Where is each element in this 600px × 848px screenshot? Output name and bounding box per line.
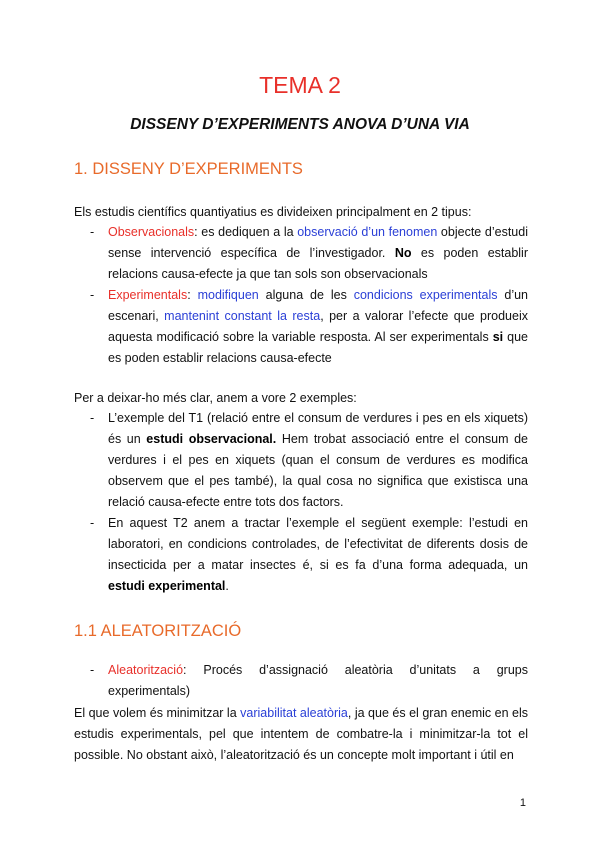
highlight-text: condicions experimentals	[353, 288, 498, 302]
text-run: alguna de les	[258, 288, 354, 302]
text-run: :	[187, 288, 198, 302]
bold-text: si	[492, 330, 504, 344]
highlight-text: modifiquen	[197, 288, 259, 302]
section-heading-disseny: 1. DISSENY D’EXPERIMENTS	[74, 160, 303, 178]
aleatoritzacio-paragraph	[74, 703, 528, 766]
examples-list	[74, 408, 528, 597]
highlight-text: mantenint constant la resta	[164, 309, 321, 323]
term-aleatoritzacio: Aleatorització	[108, 663, 184, 677]
dash-bullet: -	[90, 516, 95, 530]
bold-text: estudi experimental	[108, 579, 226, 593]
text-run: Hem trobat associació entre el consum de verdures i el pes en xiquets (quan el consum de verdures es modifica observem que el pes també), la qual cosa no significa que existisca una relació causa-efecte entre tots dos factors.	[108, 432, 529, 509]
text-run: objecte d’estudi sense intervenció específica de l’investigador.	[108, 225, 528, 260]
bold-text: No	[394, 246, 412, 260]
text-run: , ja que és el gran enemic en els estudis experimentals, pel que intentem de combatre-la i minimitzar-la tot el possible. No obstant això, l’aleatorització és un concepte molt important i útil en	[74, 706, 529, 762]
list-item-observacionals	[74, 222, 528, 285]
page-number: 1	[519, 797, 526, 809]
aleatoritzacio-list	[74, 660, 528, 702]
dash-bullet: -	[90, 411, 95, 425]
text-run: que es poden establir relacions causa-efecte	[108, 330, 528, 365]
list-item-aleatoritzacio	[74, 660, 528, 702]
highlight-text: variabilitat aleatòria	[240, 706, 348, 720]
page-title: TEMA 2	[259, 72, 341, 98]
text-run: d’un escenari,	[108, 288, 529, 323]
text-run: .	[225, 579, 229, 593]
list-item-example-t1	[74, 408, 528, 513]
page-subtitle: DISSENY D’EXPERIMENTS ANOVA D’UNA VIA	[130, 116, 470, 133]
highlight-text: observació d’un fenomen	[297, 225, 438, 239]
dash-bullet: -	[90, 225, 95, 239]
text-run: es poden establir relacions causa-efecte ja que tan sols son observacionals	[108, 246, 528, 281]
section-heading-aleatoritzacio: 1.1 ALEATORITZACIÓ	[74, 622, 242, 640]
dash-bullet: -	[90, 288, 95, 302]
list-item-experimentals	[74, 285, 528, 369]
text-run: L’exemple del T1 (relació entre el consum de verdures i pes en els xiquets) és un	[108, 411, 528, 446]
text-run: En aquest T2 anem a tractar l’exemple el següent exemple: l’estudi en laboratori, en condicions controlades, de l’efectivitat de diferents dosis de insecticida per a matar insectes é, si es fa d’una forma adequada, un	[108, 516, 528, 572]
term-experimentals: Experimentals	[108, 288, 188, 302]
list-item-example-t2	[74, 513, 528, 597]
bold-text: estudi observacional.	[146, 432, 277, 446]
examples-intro-paragraph: Per a deixar-ho més clar, anem a vore 2 exemples:	[74, 391, 357, 405]
study-types-list	[74, 222, 528, 369]
text-run: : es dediquen a la	[194, 225, 298, 239]
term-observacionals: Observacionals	[108, 225, 195, 239]
dash-bullet: -	[90, 663, 95, 677]
text-run: : Procés d’assignació aleatòria d’unitats a grups experimentals)	[108, 663, 528, 698]
text-run: , per a valorar l’efecte que produeix aquesta modificació sobre la variable resposta. Al ser experimentals	[108, 309, 528, 344]
text-run: El que volem és minimitzar la	[74, 706, 241, 720]
section-intro-paragraph: Els estudis científics quantiyatius es divideixen principalment en 2 tipus:	[74, 205, 472, 219]
